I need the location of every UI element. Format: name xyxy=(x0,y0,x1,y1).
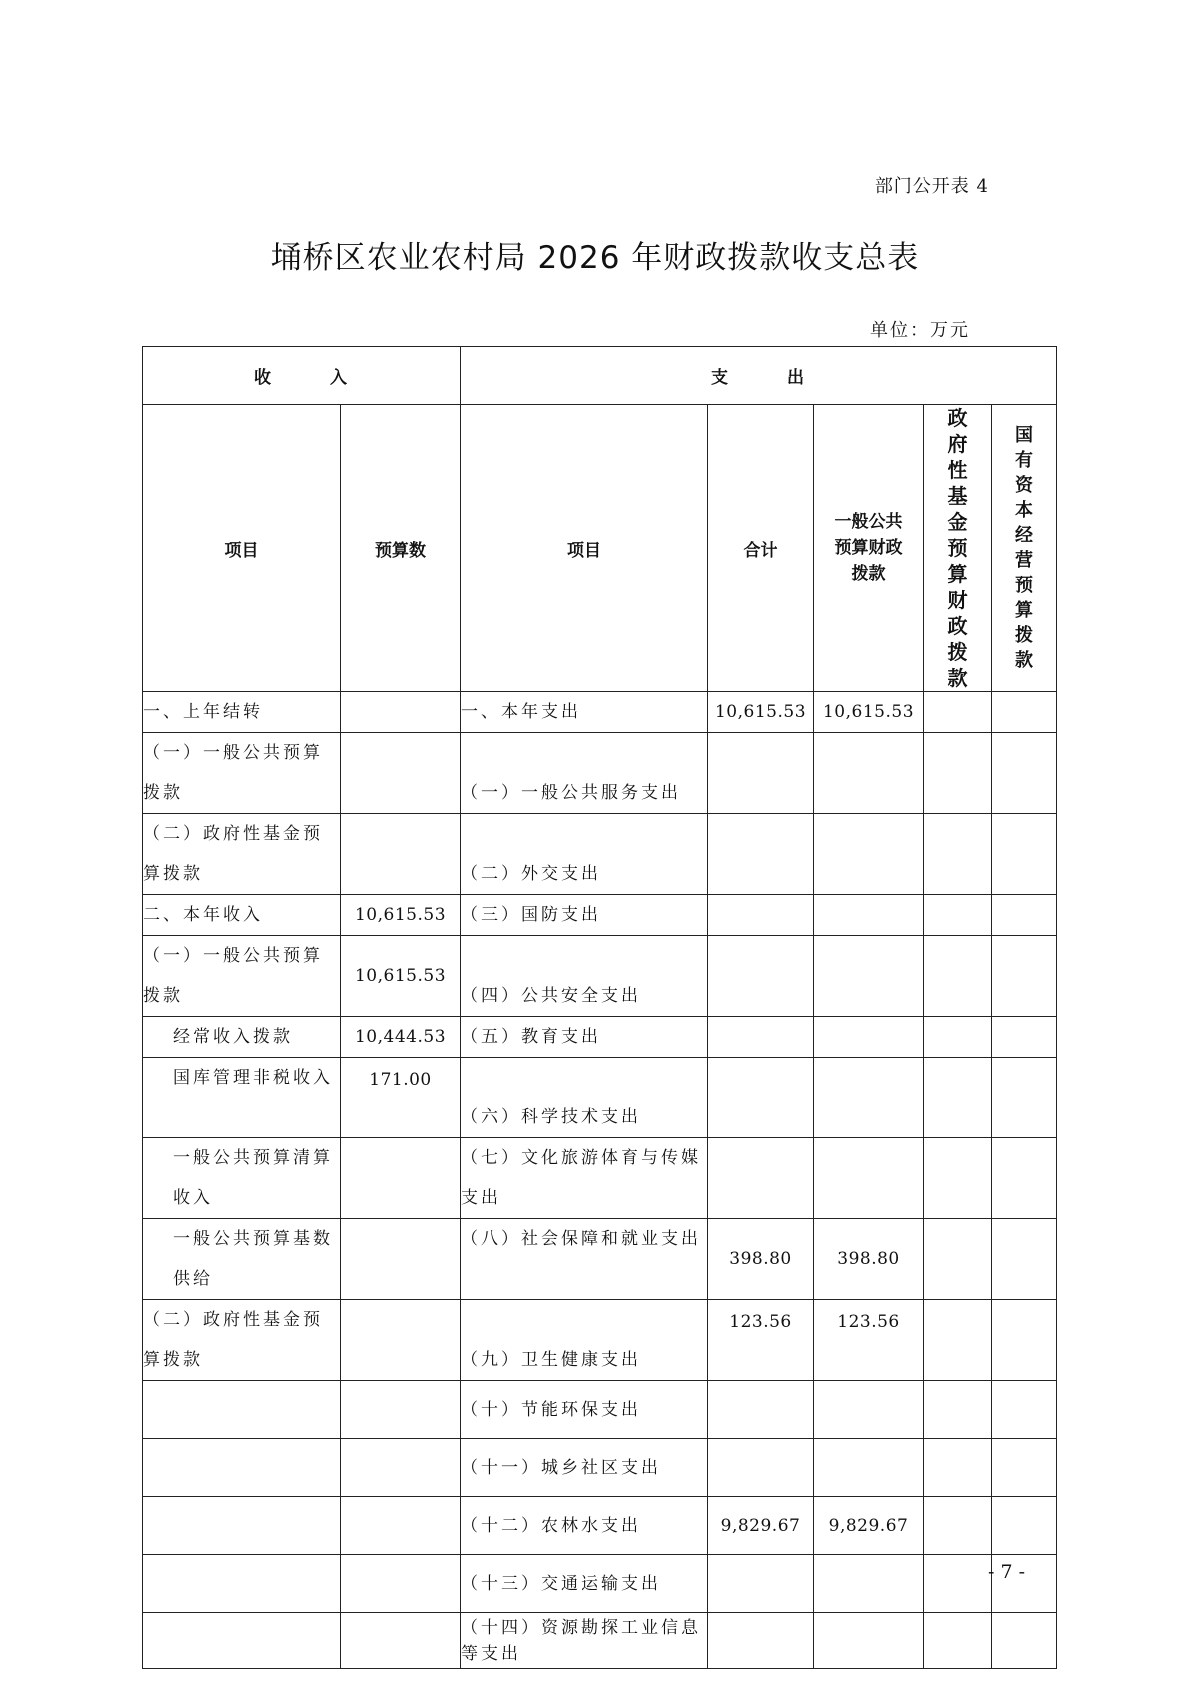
gov-fund-value xyxy=(924,1497,992,1555)
page-title: 埇桥区农业农村局 2026 年财政拨款收支总表 xyxy=(270,240,920,276)
general-value xyxy=(814,895,924,936)
col-state-capital xyxy=(992,405,1057,692)
state-capital-value xyxy=(992,1138,1057,1219)
table-row xyxy=(143,1300,1057,1381)
gov-fund-value xyxy=(924,1138,992,1219)
budget-value xyxy=(341,733,461,814)
budget-value xyxy=(341,1555,461,1613)
table-row xyxy=(143,1613,1057,1669)
general-value xyxy=(814,1381,924,1439)
expense-item: 一、本年支出 xyxy=(461,692,708,733)
total-value xyxy=(708,733,814,814)
state-capital-value xyxy=(992,1613,1057,1669)
budget-value xyxy=(341,1138,461,1219)
expense-item: （十一）城乡社区支出 xyxy=(461,1439,708,1497)
general-value xyxy=(814,1439,924,1497)
income-item: （一）一般公共预算拨款 xyxy=(143,733,341,814)
total-value xyxy=(708,1138,814,1219)
general-value xyxy=(814,1555,924,1613)
income-item: 一般公共预算清算收入 xyxy=(143,1138,341,1219)
income-item xyxy=(143,1555,341,1613)
total-value xyxy=(708,814,814,895)
total-value xyxy=(708,1381,814,1439)
state-capital-value xyxy=(992,1439,1057,1497)
budget-value xyxy=(341,1613,461,1669)
gov-fund-value xyxy=(924,1381,992,1439)
state-capital-value xyxy=(992,692,1057,733)
state-capital-value xyxy=(992,1381,1057,1439)
gov-fund-value xyxy=(924,1439,992,1497)
expense-item: （七）文化旅游体育与传媒支出 xyxy=(461,1138,708,1219)
income-item: （二）政府性基金预算拨款 xyxy=(143,814,341,895)
budget-value xyxy=(341,1439,461,1497)
gov-fund-value xyxy=(924,1555,992,1613)
state-capital-value xyxy=(992,1017,1057,1058)
income-item: （二）政府性基金预算拨款 xyxy=(143,1300,341,1381)
col-total: 合计 xyxy=(708,405,814,692)
gov-fund-value xyxy=(924,1613,992,1669)
table-row xyxy=(143,1439,1057,1497)
expense-item: （四）公共安全支出 xyxy=(461,936,708,1017)
col-general-budget-label: 一般公共预算财政拨款 xyxy=(834,512,903,584)
table-row xyxy=(143,936,1057,1017)
income-item: （一）一般公共预算拨款 xyxy=(143,936,341,1017)
budget-value: 10,615.53 xyxy=(341,936,461,1017)
expense-item: （一）一般公共服务支出 xyxy=(461,733,708,814)
gov-fund-value xyxy=(924,814,992,895)
budget-value xyxy=(341,1300,461,1381)
expense-item: （十二）农林水支出 xyxy=(461,1497,708,1555)
income-item xyxy=(143,1381,341,1439)
general-value: 9,829.67 xyxy=(814,1497,924,1555)
state-capital-value xyxy=(992,733,1057,814)
col-general-budget xyxy=(814,405,924,692)
gov-fund-value xyxy=(924,692,992,733)
table-row xyxy=(143,1058,1057,1138)
table-row xyxy=(143,1497,1057,1555)
income-item: 国库管理非税收入 xyxy=(143,1058,341,1138)
state-capital-value xyxy=(992,1219,1057,1300)
table-tag: 部门公开表 4 xyxy=(874,176,989,197)
budget-value: 10,615.53 xyxy=(341,895,461,936)
col-gov-fund xyxy=(924,405,992,692)
budget-table xyxy=(142,346,1057,1669)
table-row xyxy=(143,1017,1057,1058)
total-value xyxy=(708,895,814,936)
expense-item: （十三）交通运输支出 xyxy=(461,1555,708,1613)
state-capital-value xyxy=(992,814,1057,895)
total-value: 398.80 xyxy=(708,1219,814,1300)
total-value: 10,615.53 xyxy=(708,692,814,733)
state-capital-value xyxy=(992,895,1057,936)
general-value xyxy=(814,1138,924,1219)
table-row xyxy=(143,692,1057,733)
gov-fund-value xyxy=(924,1300,992,1381)
budget-value: 10,444.53 xyxy=(341,1017,461,1058)
general-value xyxy=(814,1613,924,1669)
general-value xyxy=(814,733,924,814)
income-section-header: 收 入 xyxy=(143,347,461,405)
gov-fund-value xyxy=(924,733,992,814)
expense-section-header: 支 出 xyxy=(461,347,1057,405)
expense-item: （十四）资源勘探工业信息等支出 xyxy=(461,1613,708,1669)
income-item xyxy=(143,1497,341,1555)
col-budget: 预算数 xyxy=(341,405,461,692)
total-value xyxy=(708,1613,814,1669)
unit-label: 单位：万元 xyxy=(870,320,970,341)
total-value: 9,829.67 xyxy=(708,1497,814,1555)
state-capital-value xyxy=(992,1300,1057,1381)
table-row xyxy=(143,895,1057,936)
income-item: 一般公共预算基数供给 xyxy=(143,1219,341,1300)
expense-item: （五）教育支出 xyxy=(461,1017,708,1058)
budget-value: 171.00 xyxy=(341,1058,461,1138)
general-value: 10,615.53 xyxy=(814,692,924,733)
gov-fund-value xyxy=(924,1219,992,1300)
col-expense-item: 项目 xyxy=(461,405,708,692)
expense-item: （六）科学技术支出 xyxy=(461,1058,708,1138)
general-value xyxy=(814,1017,924,1058)
income-item xyxy=(143,1613,341,1669)
col-state-capital-label: 国有资本经营预算拨款 xyxy=(1015,425,1034,671)
gov-fund-value xyxy=(924,895,992,936)
expense-item: （九）卫生健康支出 xyxy=(461,1300,708,1381)
budget-value xyxy=(341,1219,461,1300)
general-value xyxy=(814,814,924,895)
general-value: 123.56 xyxy=(814,1300,924,1381)
table-row xyxy=(143,1219,1057,1300)
total-value xyxy=(708,1555,814,1613)
table-row xyxy=(143,1381,1057,1439)
state-capital-value xyxy=(992,1497,1057,1555)
income-item: 二、本年收入 xyxy=(143,895,341,936)
total-value xyxy=(708,1058,814,1138)
gov-fund-value xyxy=(924,1017,992,1058)
state-capital-value xyxy=(992,1058,1057,1138)
gov-fund-value xyxy=(924,936,992,1017)
income-item xyxy=(143,1439,341,1497)
total-value xyxy=(708,1439,814,1497)
general-value xyxy=(814,936,924,1017)
table-row xyxy=(143,733,1057,814)
page-number: - 7 - xyxy=(987,1561,1025,1583)
general-value: 398.80 xyxy=(814,1219,924,1300)
expense-item: （八）社会保障和就业支出 xyxy=(461,1219,708,1300)
expense-item: （二）外交支出 xyxy=(461,814,708,895)
budget-value xyxy=(341,1497,461,1555)
general-value xyxy=(814,1058,924,1138)
table-row xyxy=(143,1555,1057,1613)
budget-value xyxy=(341,814,461,895)
table-row xyxy=(143,1138,1057,1219)
state-capital-value xyxy=(992,936,1057,1017)
income-item: 一、上年结转 xyxy=(143,692,341,733)
col-gov-fund-label: 政府性基金预算财政拨款 xyxy=(947,406,968,690)
table-row xyxy=(143,814,1057,895)
budget-value xyxy=(341,692,461,733)
total-value: 123.56 xyxy=(708,1300,814,1381)
total-value xyxy=(708,936,814,1017)
expense-item: （十）节能环保支出 xyxy=(461,1381,708,1439)
gov-fund-value xyxy=(924,1058,992,1138)
income-item: 经常收入拨款 xyxy=(143,1017,341,1058)
expense-item: （三）国防支出 xyxy=(461,895,708,936)
total-value xyxy=(708,1017,814,1058)
budget-value xyxy=(341,1381,461,1439)
col-income-item: 项目 xyxy=(143,405,341,692)
